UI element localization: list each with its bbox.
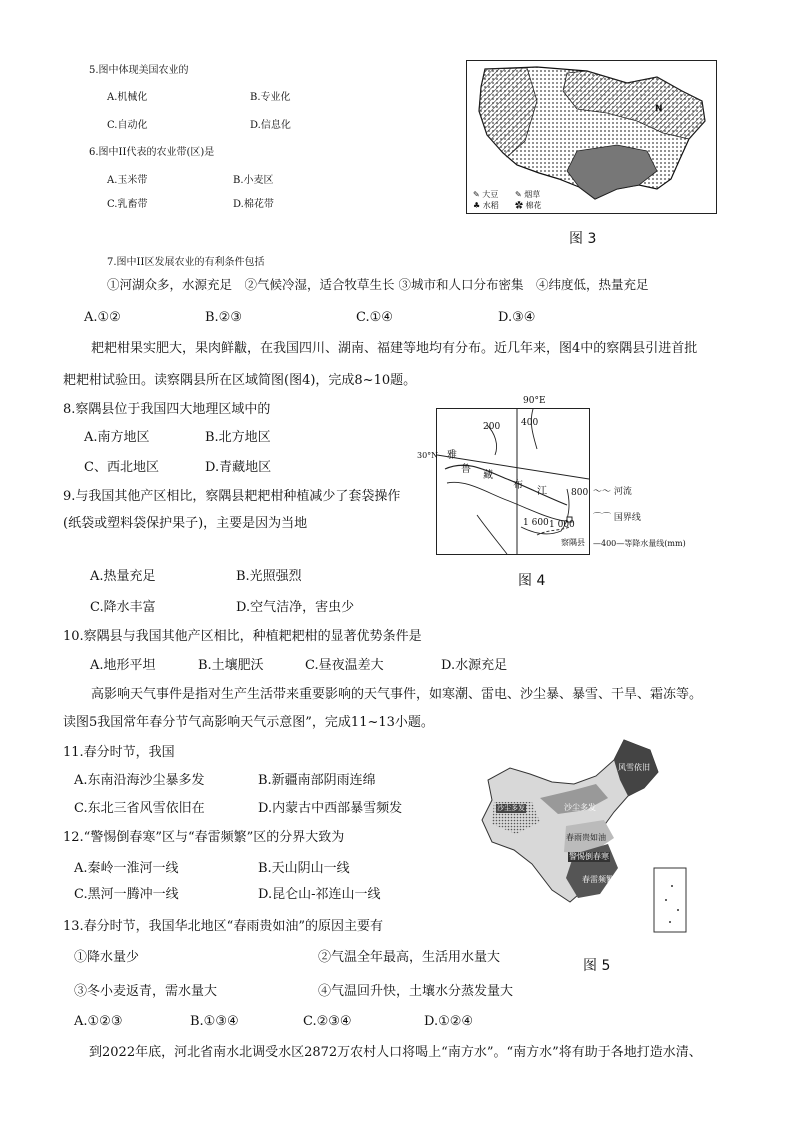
q10-option-b: B.土壤肥沃 <box>198 658 264 673</box>
fig4-river-char-2: 鲁 <box>461 464 471 475</box>
q5-option-b: B.专业化 <box>250 92 291 103</box>
fig4-legend-border: ⌒⌒ 国界线 <box>593 513 641 523</box>
fig5-label-daochunhan: 警惕倒春寒 <box>569 852 609 861</box>
q13-option-a: A.①②③ <box>74 1014 123 1029</box>
fig5-label-shachen-east: 沙尘多发 <box>564 803 596 812</box>
fig4-contour-800: 800 <box>571 488 589 498</box>
fig4-lon-label: 90°E <box>523 396 546 406</box>
q5-option-d: D.信息化 <box>250 120 291 131</box>
q6-stem: 6.图中II代表的农业带(区)是 <box>89 147 215 158</box>
legend-isohyet: 等降水量线(mm) <box>624 539 686 548</box>
figure-4-map <box>436 396 590 555</box>
q13-option-3: ③冬小麦返青，需水量大 <box>74 984 218 999</box>
fig4-lat-label: 30°N <box>417 451 439 460</box>
legend-rice: 水稻 <box>482 201 499 210</box>
q12-option-c: C.黑河一腾冲一线 <box>74 887 179 902</box>
q9-option-c: C.降水丰富 <box>90 600 156 615</box>
q13-option-d: D.①②④ <box>424 1014 474 1029</box>
q11-stem: 11.春分时节，我国 <box>63 745 175 760</box>
q10-stem: 10.察隅县与我国其他产区相比，种植耙耙柑的显著优势条件是 <box>63 629 422 644</box>
fig4-contour-200: 200 <box>483 422 501 432</box>
q5-stem: 5.图中体现美国农业的 <box>89 65 189 76</box>
q11-option-b: B.新疆南部阴雨连绵 <box>258 773 376 788</box>
q9-stem-line2: (纸袋或塑料袋保护果子)，主要是因为当地 <box>63 516 308 531</box>
q13-option-c: C.②③④ <box>303 1014 352 1029</box>
us-map-drawing <box>467 61 716 213</box>
q11-option-c: C.东北三省风雪依旧在 <box>74 801 205 816</box>
q6-option-b: B.小麦区 <box>233 175 274 186</box>
q9-option-d: D.空气洁净，害虫少 <box>236 600 355 615</box>
fig4-county-label: 察隅县 <box>561 538 585 547</box>
fig3-legend-2: ✎ 烟草 <box>515 190 541 199</box>
legend-tobacco: 烟草 <box>524 190 541 199</box>
fig4-contour-1600: 1 600 <box>523 518 549 528</box>
q12-option-b: B.天山阴山一线 <box>258 861 350 876</box>
q9-option-b: B.光照强烈 <box>236 569 302 584</box>
q10-option-d: D.水源充足 <box>441 658 508 673</box>
q7-option-a: A.①② <box>84 310 121 325</box>
passage2-line2: 读图5我国常年春分节气高影响天气示意图”，完成11~13小题。 <box>63 715 434 730</box>
figure-5-caption: 图 5 <box>583 958 611 974</box>
passage1-line2: 耙耙柑试验田。读察隅县所在区域简图(图4)，完成8~10题。 <box>63 373 417 388</box>
q12-option-d: D.昆仑山-祁连山一线 <box>258 887 381 902</box>
q8-option-d: D.青藏地区 <box>205 460 272 475</box>
q7-options-line: ①河湖众多，水源充足 ②气候冷湿，适合牧草生长 ③城市和人口分布密集 ④纬度低，热量充足 <box>107 277 649 292</box>
fig5-label-fengxue: 风雪依旧 <box>618 763 650 772</box>
legend-border: 国界线 <box>613 513 641 523</box>
q8-option-a: A.南方地区 <box>84 430 150 445</box>
legend-isohyet-prefix: —400— <box>593 539 625 548</box>
passage1-line1: 耙耙柑果实肥大，果肉鲜黻，在我国四川、湖南、福建等地均有分布。近几年来，图4中的察隅县引进首批 <box>91 341 698 356</box>
legend-soybean: 大豆 <box>482 190 499 199</box>
figure-3-us-map <box>466 60 717 214</box>
q9-option-a: A.热量充足 <box>90 569 156 584</box>
fig4-river-char-3: 藏 <box>483 470 493 481</box>
q13-option-1: ①降水量少 <box>74 950 140 965</box>
q13-option-b: B.①③④ <box>190 1014 239 1029</box>
q5-option-a: A.机械化 <box>107 92 148 103</box>
q11-option-d: D.内蒙古中西部暴雪频发 <box>258 801 403 816</box>
fig4-river-char-4: 布 <box>513 480 523 491</box>
fig4-river-char-5: 江 <box>537 486 547 497</box>
fig4-contour-1000: 1 000 <box>549 520 575 530</box>
passage3-line1: 到2022年底，河北省南水北调受水区2872万农村人口将喝上“南方水”。“南方水”将有助于各地打造水清、 <box>89 1045 702 1060</box>
q7-option-c: C.①④ <box>356 310 393 325</box>
q6-option-a: A.玉米带 <box>107 175 148 186</box>
q13-option-2: ②气温全年最高，生活用水量大 <box>318 950 501 965</box>
q8-option-c: C、西北地区 <box>84 460 159 475</box>
fig4-contour-400: 400 <box>521 418 539 428</box>
fig5-label-chunyu: 春雨贵如油 <box>566 833 606 842</box>
fig3-label-n: N <box>655 104 663 114</box>
fig3-legend-4: ✿ 棉花 <box>515 201 542 210</box>
q7-option-d: D.③④ <box>498 310 536 325</box>
q12-option-a: A.秦岭一淮河一线 <box>74 861 179 876</box>
q8-option-b: B.北方地区 <box>205 430 271 445</box>
fig3-legend-3: ♣ 水稻 <box>473 201 499 210</box>
fig5-label-chunlei: 春雷频繁 <box>582 875 614 884</box>
q5-option-c: C.自动化 <box>107 120 148 131</box>
q13-stem: 13.春分时节，我国华北地区“春雨贵如油”的原因主要有 <box>63 919 383 934</box>
q7-stem: 7.图中II区发展农业的有利条件包括 <box>107 257 265 268</box>
q7-option-b: B.②③ <box>205 310 242 325</box>
figure-5-china-map <box>474 738 696 936</box>
figure-3-caption: 图 3 <box>569 231 597 247</box>
q10-option-a: A.地形平坦 <box>90 658 156 673</box>
fig3-legend-1: ✎ 大豆 <box>473 190 499 199</box>
legend-cotton: 棉花 <box>525 201 542 210</box>
fig4-river-char-1: 雅 <box>447 450 457 461</box>
fig4-legend-isohyet <box>593 540 686 548</box>
q10-option-c: C.昼夜温差大 <box>305 658 384 673</box>
q11-option-a: A.东南沿海沙尘暴多发 <box>74 773 205 788</box>
q6-option-c: C.乳畜带 <box>107 199 148 210</box>
q13-option-4: ④气温回升快，土壤水分蒸发量大 <box>318 984 514 999</box>
figure-4-caption: 图 4 <box>518 573 546 589</box>
q8-stem: 8.察隅县位于我国四大地理区域中的 <box>63 402 271 417</box>
fig4-legend-river: 〜〜 河流 <box>593 487 632 497</box>
fig5-label-shachen-west: 沙尘多发 <box>497 804 525 812</box>
passage2-line1: 高影响天气事件是指对生产生活带来重要影响的天气事件，如寒潮、雷电、沙尘暴、暴雪、干旱、霜冻等。 <box>91 687 703 702</box>
q6-option-d: D.棉花带 <box>233 199 274 210</box>
q9-stem-line1: 9.与我国其他产区相比，察隅县耙耙柑种植减少了套袋操作 <box>63 489 401 504</box>
legend-river: 河流 <box>613 487 632 497</box>
q12-stem: 12.“警惕倒春寒”区与“春雷频繁”区的分界大致为 <box>63 830 345 845</box>
